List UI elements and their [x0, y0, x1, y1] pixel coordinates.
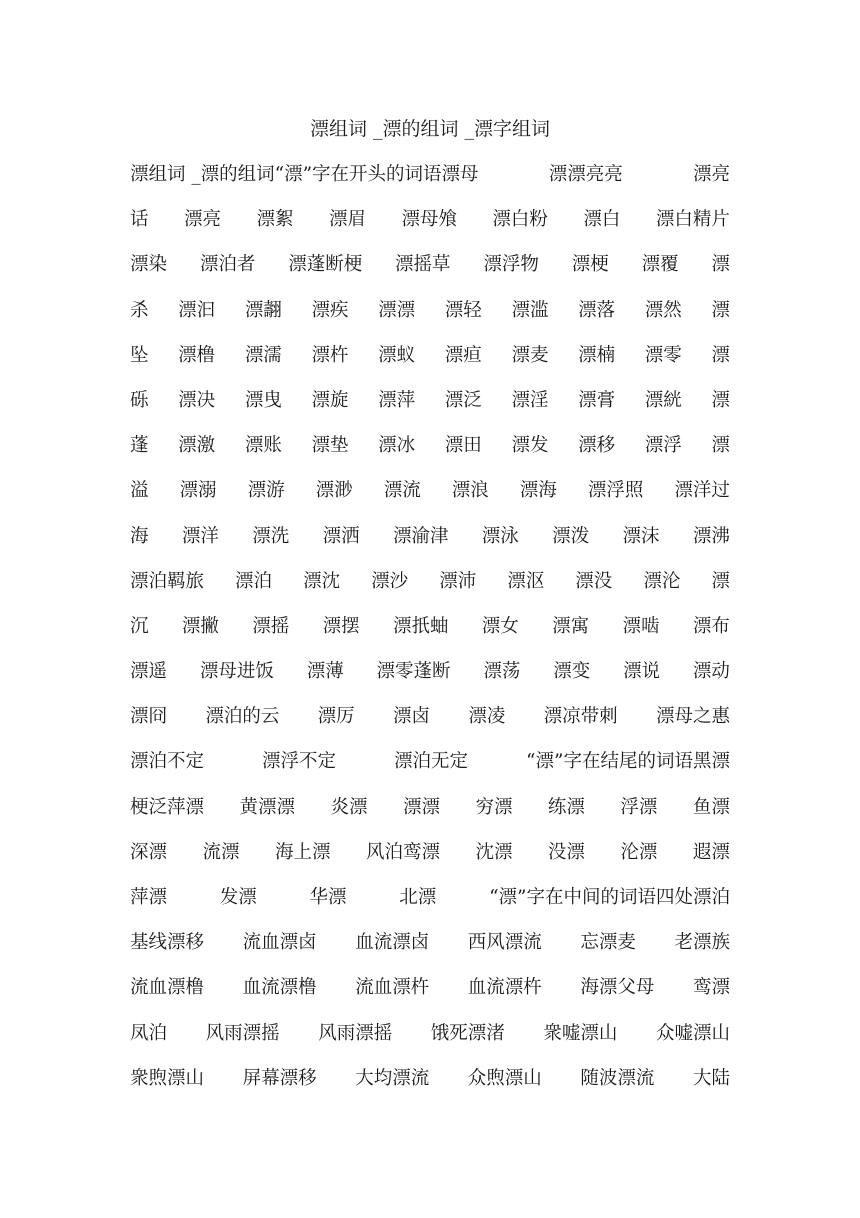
text-line	[130, 295, 730, 340]
word-item: 血流漂杵	[467, 977, 542, 999]
word-item: 漂沤	[507, 570, 545, 592]
word-item: 漂	[711, 299, 730, 321]
word-item: 漂浪	[451, 480, 489, 502]
word-item: 风泊鸾漂	[365, 841, 440, 863]
word-item: 漂曳	[244, 389, 282, 411]
word-item: 漂翿	[244, 299, 282, 321]
word-item: 海	[130, 525, 149, 547]
word-item: 漂移	[578, 435, 616, 457]
word-item: 练漂	[547, 796, 585, 818]
word-item: 流漂	[202, 841, 240, 863]
word-item: 西风漂流	[467, 932, 542, 954]
word-item: 众煦漂山	[467, 1067, 542, 1089]
word-item: 漂泛	[444, 389, 482, 411]
word-item: 漂漂	[402, 796, 440, 818]
word-item: 大陆	[692, 1067, 730, 1089]
text-line	[130, 837, 730, 882]
word-item: 漂泊者	[199, 254, 256, 276]
word-item: 流血漂橹	[130, 977, 205, 999]
word-item: 漂橹	[178, 344, 216, 366]
word-item: 鱼漂	[692, 796, 730, 818]
word-item: 发漂	[219, 887, 257, 908]
word-item: 血流漂卤	[355, 932, 430, 954]
word-item: 漂麦	[511, 344, 549, 366]
text-line	[130, 385, 730, 430]
word-item: 鸾漂	[692, 977, 730, 999]
word-item: 风雨漂摇	[205, 1022, 280, 1044]
word-item: 漂洗	[252, 525, 290, 547]
word-item: 漂泳	[481, 525, 519, 547]
word-item: 漂决	[178, 389, 216, 411]
word-item: 漂轻	[444, 299, 482, 321]
word-item: 漂游	[247, 480, 285, 502]
word-item: 漂疾	[311, 299, 349, 321]
word-item: 沦漂	[620, 841, 658, 863]
word-item: 北漂	[399, 887, 437, 908]
word-item: 浮漂	[620, 796, 658, 818]
word-item: 漂渝津	[392, 525, 449, 547]
word-item: 漂疸	[444, 344, 482, 366]
word-item: 漂零蓬断	[376, 661, 451, 683]
word-item: 漂遥	[130, 661, 168, 683]
word-item: 漂浮	[644, 435, 682, 457]
word-item: 漂沛	[439, 570, 477, 592]
word-item: 漂沈	[303, 570, 341, 592]
word-item: 漂泊	[235, 570, 273, 592]
text-line	[130, 1018, 730, 1063]
word-item: 梗泛萍漂	[130, 796, 205, 818]
text-line	[130, 972, 730, 1017]
word-item: 漂然	[644, 299, 682, 321]
word-item: 漂泊不定	[130, 751, 205, 773]
word-item: 漂沦	[643, 570, 681, 592]
word-item: 萍漂	[130, 887, 168, 908]
word-item: 漂漂	[378, 299, 416, 321]
word-item: 漂落	[578, 299, 616, 321]
text-line	[130, 927, 730, 972]
page-title: 漂组词 _漂的组词 _漂字组词	[309, 118, 551, 140]
word-item: 漂厉	[317, 706, 355, 728]
text-line	[130, 521, 730, 566]
text-line	[130, 1063, 730, 1108]
word-item: 漂垫	[311, 435, 349, 457]
word-item: 漂染	[130, 254, 168, 276]
word-item: 屏幕漂移	[242, 1067, 317, 1089]
word-item: 漂账	[244, 435, 282, 457]
word-item: 漂	[711, 435, 730, 457]
word-item: 沈漂	[475, 841, 513, 863]
word-item: 话	[130, 209, 149, 231]
word-item: 遐漂	[692, 841, 730, 863]
word-item: 深漂	[130, 841, 168, 863]
word-item: 漂梗	[571, 254, 609, 276]
word-item: 漂泊的云	[205, 706, 280, 728]
word-item: 漂汩	[178, 299, 216, 321]
word-item: 漂母之惠	[655, 706, 730, 728]
word-item: 漂萍	[378, 389, 416, 411]
word-item: “漂”字在结尾的词语黑漂	[526, 751, 730, 773]
word-item: 漂泊无定	[394, 751, 469, 773]
word-item: 漂淫	[511, 389, 549, 411]
word-item: 溢	[130, 480, 149, 502]
word-item: 漂蓬断梗	[288, 254, 363, 276]
word-item: 基线漂移	[130, 932, 205, 954]
word-item: 漂浮照	[587, 480, 644, 502]
text-line	[130, 701, 730, 746]
word-item: 漂溺	[179, 480, 217, 502]
word-item: 海漂父母	[580, 977, 655, 999]
word-item: 漂絮	[256, 209, 294, 231]
word-item: 大均漂流	[355, 1067, 430, 1089]
word-item: 漂冰	[378, 435, 416, 457]
word-item: 漂眉	[328, 209, 366, 231]
word-item: 漂白	[583, 209, 621, 231]
word-item: 漂发	[511, 435, 549, 457]
word-item: 老漂族	[674, 932, 730, 954]
text-line	[130, 340, 730, 385]
word-item: 漂泼	[552, 525, 590, 547]
word-item: 漂沙	[371, 570, 409, 592]
text-line	[130, 882, 730, 927]
word-item: 漂亮	[183, 209, 221, 231]
word-item: 炎漂	[330, 796, 368, 818]
word-item: 漂母进饭	[199, 661, 274, 683]
word-item: 漂激	[178, 435, 216, 457]
word-item: 漂白精片	[655, 209, 730, 231]
word-item: 漂洋	[181, 525, 219, 547]
word-item: 沉	[130, 615, 149, 637]
word-item: 华漂	[309, 887, 347, 908]
word-item: 漂没	[575, 570, 613, 592]
word-item: 风雨漂摇	[318, 1022, 393, 1044]
word-item: 漂蚁	[378, 344, 416, 366]
word-item: 漂浮不定	[262, 751, 337, 773]
word-list	[130, 159, 730, 1108]
word-item: 漂洒	[322, 525, 360, 547]
word-item: 漂说	[623, 661, 661, 683]
word-item: 漂荡	[483, 661, 521, 683]
word-item: 漂流	[383, 480, 421, 502]
word-item: 漂	[711, 254, 730, 276]
word-item: 漂摇草	[395, 254, 451, 276]
word-item: 黄漂漂	[239, 796, 295, 818]
word-item: 漂浮物	[483, 254, 539, 276]
word-item: 漂旋	[311, 389, 349, 411]
word-item: 漂啮	[622, 615, 660, 637]
word-item: 众嘘漂山	[655, 1022, 730, 1044]
word-item: 漂	[711, 570, 730, 592]
word-item: 漂沸	[692, 525, 730, 547]
word-item: 漂洋过	[674, 480, 730, 502]
word-item: 漂冏	[130, 706, 168, 728]
word-item: 漂杵	[311, 344, 349, 366]
word-item: 海上漂	[274, 841, 331, 863]
word-item: 衆嘘漂山	[543, 1022, 618, 1044]
word-item: 漂布	[692, 615, 730, 637]
word-item: 漂楠	[578, 344, 616, 366]
word-item: 漂凉带刺	[543, 706, 618, 728]
word-item: 漂女	[481, 615, 519, 637]
word-item: 漂零	[644, 344, 682, 366]
word-item: 流血漂卤	[242, 932, 317, 954]
word-item: 漂海	[519, 480, 557, 502]
word-item: “漂”字在中间的词语四处漂泊	[489, 887, 730, 908]
word-item: 漂滥	[511, 299, 549, 321]
word-item: 漂亮	[692, 164, 730, 185]
word-item: 漂濡	[244, 344, 282, 366]
text-line	[130, 159, 730, 204]
text-line	[130, 566, 730, 611]
word-item: 漂覆	[641, 254, 679, 276]
text-line	[130, 430, 730, 475]
word-item: 漂变	[553, 661, 591, 683]
word-item: 凤泊	[130, 1022, 168, 1044]
word-item: 漂膏	[578, 389, 616, 411]
word-item: 没漂	[547, 841, 585, 863]
word-item: 漂	[711, 344, 730, 366]
word-item: 漂凌	[468, 706, 506, 728]
text-line	[130, 611, 730, 656]
word-item: 漂薄	[306, 661, 344, 683]
text-line	[130, 475, 730, 520]
text-line	[130, 792, 730, 837]
word-item: 漂组词 _漂的组词“漂”字在开头的词语漂母	[130, 164, 479, 185]
word-item: 杀	[130, 299, 149, 321]
word-item: 饿死漂渚	[430, 1022, 505, 1044]
word-item: 蓬	[130, 435, 149, 457]
word-item: 漂动	[692, 661, 730, 683]
word-item: 砾	[130, 389, 149, 411]
text-line	[130, 249, 730, 294]
word-item: 穷漂	[475, 796, 513, 818]
word-item: 漂卤	[392, 706, 430, 728]
text-line	[130, 746, 730, 791]
word-item: 漂寓	[552, 615, 590, 637]
word-item: 随波漂流	[580, 1067, 655, 1089]
word-item: 漂	[711, 389, 730, 411]
word-item: 漂摇	[252, 615, 290, 637]
word-item: 漂絖	[644, 389, 682, 411]
word-item: 衆煦漂山	[130, 1067, 205, 1089]
text-line	[130, 204, 730, 249]
word-item: 坠	[130, 344, 149, 366]
text-line	[130, 656, 730, 701]
word-item: 忘漂麦	[580, 932, 636, 954]
word-item: 漂摆	[322, 615, 360, 637]
word-item: 漂扺蚰	[392, 615, 449, 637]
word-item: 漂渺	[315, 480, 353, 502]
word-item: 漂泊羁旅	[130, 570, 205, 592]
word-item: 流血漂杵	[355, 977, 430, 999]
word-item: 漂沫	[622, 525, 660, 547]
word-item: 血流漂橹	[242, 977, 317, 999]
word-item: 漂田	[444, 435, 482, 457]
word-item: 漂撇	[181, 615, 219, 637]
word-item: 漂母飧	[401, 209, 457, 231]
word-item: 漂漂亮亮	[548, 164, 623, 185]
word-item: 漂白粉	[492, 209, 548, 231]
